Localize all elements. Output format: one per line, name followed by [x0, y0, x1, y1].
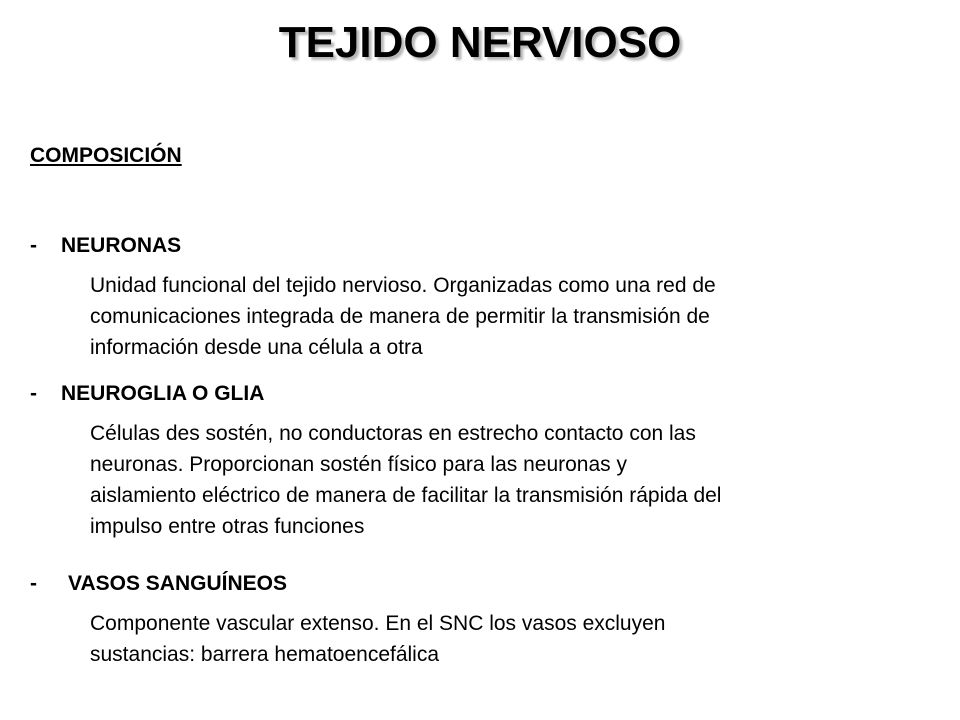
section-heading-composicion: COMPOSICIÓN: [30, 144, 182, 167]
bullet-dash: -: [30, 234, 37, 257]
body-line: neuronas. Proporcionan sostén físico para las neuronas y: [90, 453, 627, 476]
body-line: información desde una célula a otra: [90, 336, 423, 359]
body-line: Células des sostén, no conductoras en estrecho contacto con las: [90, 422, 696, 445]
section-body-neuronas: [90, 270, 910, 363]
section-label-neuronas: NEURONAS: [61, 234, 182, 257]
section-body-neuroglia: [90, 418, 910, 542]
section-label-vasos-sanguineos: VASOS SANGUÍNEOS: [68, 572, 287, 595]
body-line: Unidad funcional del tejido nervioso. Organizadas como una red de: [90, 274, 716, 297]
body-line: Componente vascular extenso. En el SNC los vasos excluyen: [90, 612, 666, 635]
bullet-dash: -: [30, 382, 37, 405]
section-header: [30, 234, 910, 264]
body-line: sustancias: barrera hematoencefálica: [90, 643, 440, 666]
body-line: impulso entre otras funciones: [90, 515, 365, 538]
section-vasos-sanguineos: [30, 572, 910, 670]
bullet-dash: -: [30, 572, 37, 595]
section-neuroglia: [30, 382, 910, 542]
body-line: aislamiento eléctrico de manera de facilitar la transmisión rápida del: [90, 484, 722, 507]
section-body-vasos-sanguineos: [90, 608, 910, 670]
section-label-neuroglia: NEUROGLIA O GLIA: [61, 382, 265, 405]
section-header: [30, 572, 910, 602]
section-neuronas: [30, 234, 910, 363]
section-header: [30, 382, 910, 412]
body-line: comunicaciones integrada de manera de permitir la transmisión de: [90, 305, 710, 328]
slide-title: TEJIDO NERVIOSO: [278, 18, 682, 67]
